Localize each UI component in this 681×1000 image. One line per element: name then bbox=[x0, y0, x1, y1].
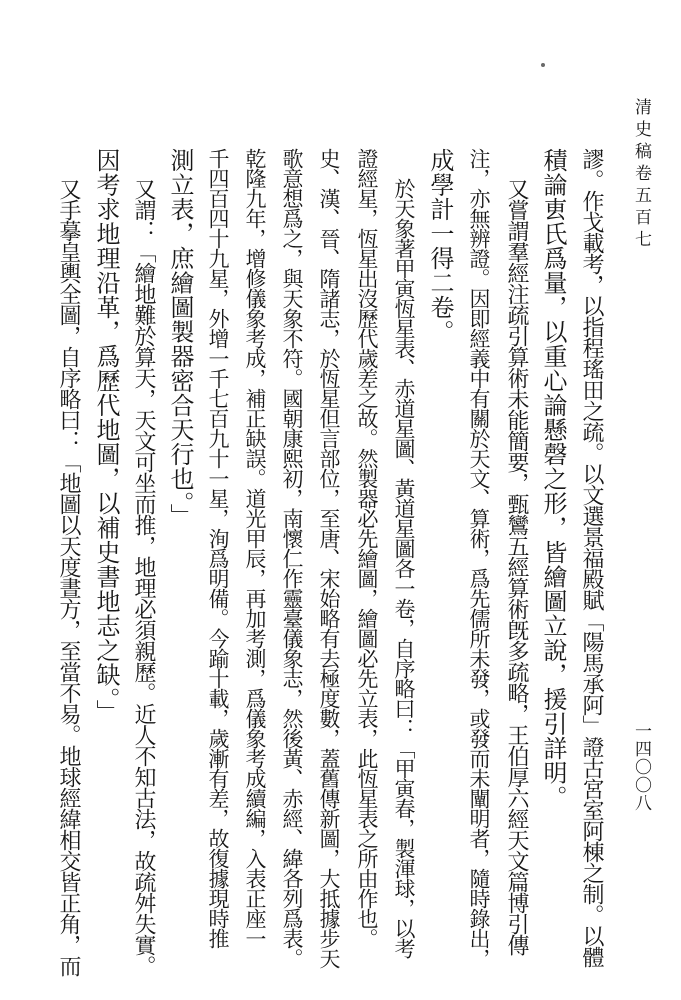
text-column-6: 於天象著甲寅恆星表、赤道星圖、黃道星圖各一卷，自序略曰：「甲寅春，製渾球，以考 bbox=[392, 178, 416, 958]
text-column-5: 成學計一得二卷。 bbox=[426, 148, 454, 344]
text-column-8: 史、漢、晉、隋諸志，於恆星但言部位，至唐、宋始略有去極度數，蓋舊傳新圖，大抵據步天 bbox=[317, 148, 341, 968]
text-column-1: 謬。作戈載考，以指程瑤田之疏。以文選景福殿賦「陽馬承阿」證古宮室阿棟之制。以體 bbox=[579, 148, 604, 967]
text-column-7: 證經星，恆星出沒歷代歲差之故。然製器必先繪圖，繪圖必先立表，此恆星表之所由作也。 bbox=[355, 148, 379, 948]
text-column-14: 因考求地理沿革，爲歷代地圖，以補史書地志之缺。」 bbox=[92, 148, 120, 724]
running-head: 清史稿卷五百七 bbox=[631, 98, 651, 252]
text-column-15: 又手摹皇輿全圖，自序略曰：「地圖以天度晝方，至當不易。地球經緯相交皆正角，而 bbox=[56, 178, 81, 976]
text-column-2: 積論叀氏爲量，以重心論懸磬之形，皆繪圖立說，援引詳明。 bbox=[539, 148, 567, 810]
text-column-11: 千四百四十九星，外增一千七百九十一星，洵爲明備。今踰十載，歲漸有差，故復據現時推 bbox=[206, 148, 230, 948]
text-column-3: 又嘗謂羣經注疏引算術未能簡要，甄鸞五經算術旣多疏略，王伯厚六經天文篇博引傳 bbox=[504, 178, 529, 955]
text-column-4: 注，亦無辨證。因即經義中有關於天文、算術，爲先儒所未發，或發而未闡明者，隨時錄出， bbox=[467, 148, 491, 968]
scan-speck bbox=[541, 63, 545, 67]
text-column-13: 又謂：「繪地難於算天，天文可坐而推，地理必須親歷。近人不知古法，故疏舛失實。 bbox=[131, 178, 156, 976]
text-column-12: 測立表，庶繪圖製器密合天行也。」 bbox=[166, 148, 194, 528]
text-column-10: 乾隆九年，增修儀象考成，補正缺誤。道光甲辰，再加考測，爲儀象考成續編，入表正座一 bbox=[243, 148, 267, 948]
text-column-9: 歌意想爲之，與天象不符。國朝康熙初，南懷仁作靈臺儀象志，然後黃、赤經、緯各列爲表。 bbox=[280, 148, 304, 968]
page-number: 一四〇〇八 bbox=[631, 722, 651, 812]
